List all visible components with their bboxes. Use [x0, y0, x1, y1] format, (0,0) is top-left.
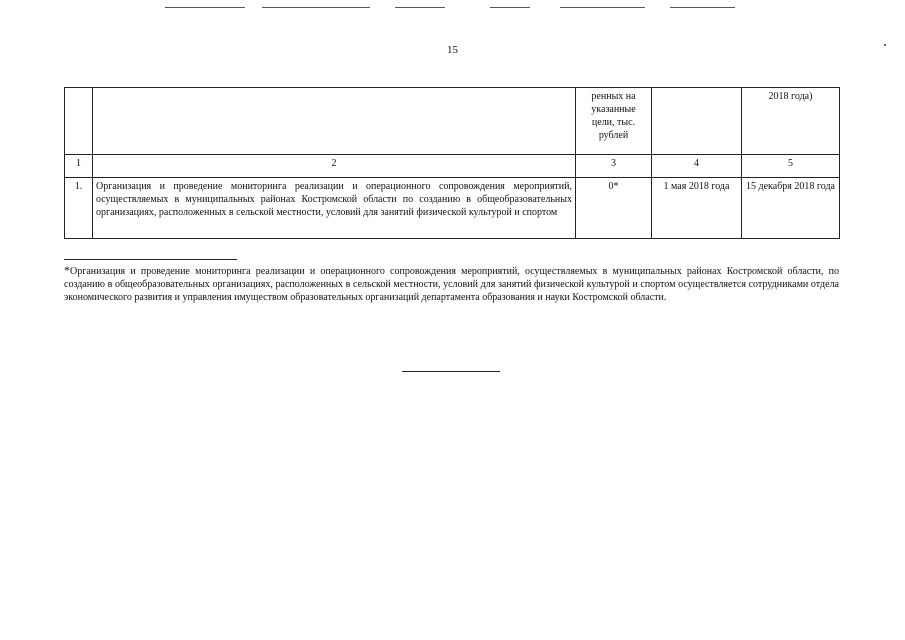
- table-header-row: [65, 88, 840, 155]
- column-number: 5: [742, 155, 840, 178]
- page-number: 15: [447, 44, 458, 56]
- table-row: [65, 178, 840, 239]
- column-number: 2: [93, 155, 576, 178]
- scan-artifact-line: [165, 7, 245, 8]
- header-cell: [652, 88, 742, 155]
- footnote-separator: [64, 259, 237, 260]
- column-number-row: [65, 155, 840, 178]
- column-number: 1: [65, 155, 93, 178]
- footnote-marker: *: [64, 263, 70, 277]
- scan-artifact-line: [490, 7, 530, 8]
- header-cell: [93, 88, 576, 155]
- scan-artifact-line: [670, 7, 735, 8]
- row-start-date: 1 мая 2018 года: [652, 178, 742, 239]
- scan-artifact-line: [262, 7, 370, 8]
- footnote-text: Организация и проведение мониторинга реализации и операционного сопровождения мероприятий, осуществляемых в муниципальных районах Костромской области, по созданию в общеобразовательных организациях, расположенных в сельской местности, условий для занятий физической культурой и спортом осуществляется сотрудниками отдела экономического развития и управления имуществом образовательных организаций департамента образования и науки Костромской области.: [64, 266, 839, 304]
- scan-artifact-line: [395, 7, 445, 8]
- row-number: 1.: [65, 178, 93, 239]
- header-cell: [65, 88, 93, 155]
- column-number: 4: [652, 155, 742, 178]
- column-number: 3: [576, 155, 652, 178]
- footnote: [64, 264, 839, 305]
- row-funds: 0*: [576, 178, 652, 239]
- row-description: Организация и проведение мониторинга реализации и операционного сопровождения мероприятий, осуществляемых в муниципальных районах Костромской области по созданию в общеобразовательных организациях, расположенных в сельской местности, условий для занятий физической культурой и спортом: [93, 178, 576, 239]
- scan-artifact-line: [560, 7, 645, 8]
- row-end-date: 15 декабря 2018 года: [742, 178, 840, 239]
- header-cell-funds: ренных на указанные цели, тыс. рублей: [576, 88, 652, 155]
- activities-table: [64, 87, 840, 239]
- header-cell-end-date: 2018 года): [742, 88, 840, 155]
- end-of-document-line: [402, 371, 500, 372]
